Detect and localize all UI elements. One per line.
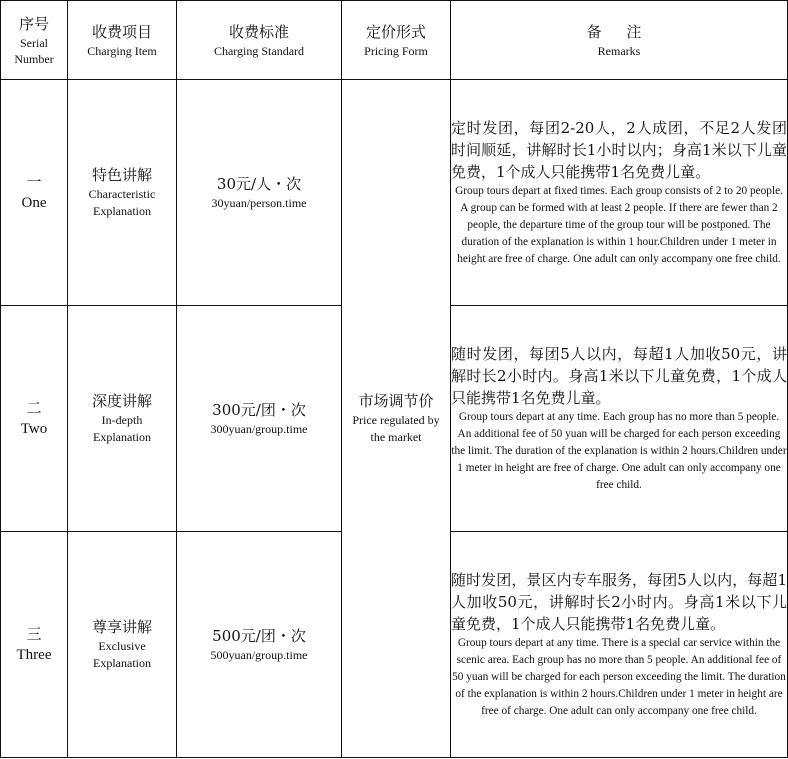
row-number-en: Two [20, 421, 48, 437]
charging-standard-zh: 500元/团・次 [212, 626, 306, 645]
charging-item-zh: 尊享讲解 [91, 618, 152, 636]
pricing-form-zh: 市场调节价 [358, 392, 434, 410]
remark-zh: 随时发团，每团5人以内，每超1人加收50元，讲解时长2小时内。身高1米以下儿童免费，1个成人只能携带1名免费儿童。 [451, 345, 787, 407]
remark-en: Group tours depart at any time. Each group has no more than 5 people. An additional fee of 50 yuan will be charged for each person exceeding the limit. The duration of the explanation is within 2 hours.Children under 1 meter in height are free of charge. One adult can only accompany one free child. [451, 411, 787, 491]
charging-item-en: Characteristic Explanation [88, 187, 156, 218]
row-number [1, 532, 68, 758]
remark-cell [451, 306, 788, 532]
row-number [1, 80, 68, 306]
charging-item-zh: 特色讲解 [91, 166, 152, 184]
charging-item-en: In-depth Explanation [93, 413, 151, 444]
header-pricing-zh: 定价形式 [365, 22, 426, 41]
remark-cell [451, 532, 788, 758]
charging-standard [177, 532, 342, 758]
remark-zh: 随时发团，景区内专车服务，每团5人以内，每超1人加收50元，讲解时长2小时内。身高1米以下儿童免费，1个成人只能携带1名免费儿童。 [451, 571, 787, 633]
charging-item-zh: 深度讲解 [91, 392, 152, 410]
row-number-zh: 一 [26, 173, 42, 191]
charging-standard-en: 500yuan/group.time [210, 647, 308, 662]
charging-standard-en: 300yuan/group.time [210, 421, 308, 436]
header-pricing [342, 1, 451, 80]
charging-standard [177, 80, 342, 306]
table-row [1, 80, 788, 306]
remark-en: Group tours depart at any time. There is a special car service within the scenic area. Each group has no more than 5 people. An additional fee of 50 yuan will be charged for each person exceeding the limit. The duration of the explanation is within 2 hours.Children under 1 meter in height are free of charge. One adult can only accompany one free child. [452, 637, 786, 717]
charging-item [68, 306, 177, 532]
header-remarks-en: Remarks [597, 43, 641, 58]
header-row [1, 1, 788, 80]
charging-standard-en: 30yuan/person.time [211, 195, 307, 210]
header-standard-en: Charging Standard [213, 43, 305, 58]
header-item-zh: 收费项目 [91, 22, 152, 41]
header-pricing-en: Pricing Form [364, 43, 428, 58]
header-standard-zh: 收费标准 [228, 22, 289, 41]
charging-standard-zh: 30元/人・次 [216, 174, 302, 193]
header-remarks [451, 1, 788, 80]
header-remarks-zh: 备 注 [586, 22, 652, 41]
charging-standard [177, 306, 342, 532]
header-item-en: Charging Item [87, 43, 157, 58]
header-serial [1, 1, 68, 80]
charging-item [68, 532, 177, 758]
header-standard [177, 1, 342, 80]
header-serial-zh: 序号 [18, 14, 49, 33]
charging-item-en: Exclusive Explanation [93, 639, 151, 670]
remark-cell [451, 80, 788, 306]
charging-standard-zh: 300元/团・次 [212, 400, 306, 419]
remark-en: Group tours depart at fixed times. Each group consists of 2 to 20 people. A group can be formed with at least 2 people. If there are fewer than 2 people, the departure time of the group tour will be postponed. The duration of the explanation is within 1 hour.Children under 1 meter in height are free of charge. One adult can only accompany one free child. [455, 185, 783, 265]
pricing-form [342, 80, 451, 758]
charging-item [68, 80, 177, 306]
header-serial-en: Serial Number [14, 35, 54, 66]
pricing-form-en: Price regulated by the market [352, 413, 440, 444]
row-number-en: Three [16, 647, 52, 663]
row-number-en: One [21, 195, 47, 211]
row-number-zh: 三 [26, 625, 42, 643]
remark-zh: 定时发团，每团2-20人，2人成团，不足2人发团时间顺延，讲解时长1小时以内；身高1米以下儿童免费，1个成人只能携带1名免费儿童。 [451, 119, 787, 181]
header-item [68, 1, 177, 80]
row-number-zh: 二 [26, 399, 42, 417]
row-number [1, 306, 68, 532]
